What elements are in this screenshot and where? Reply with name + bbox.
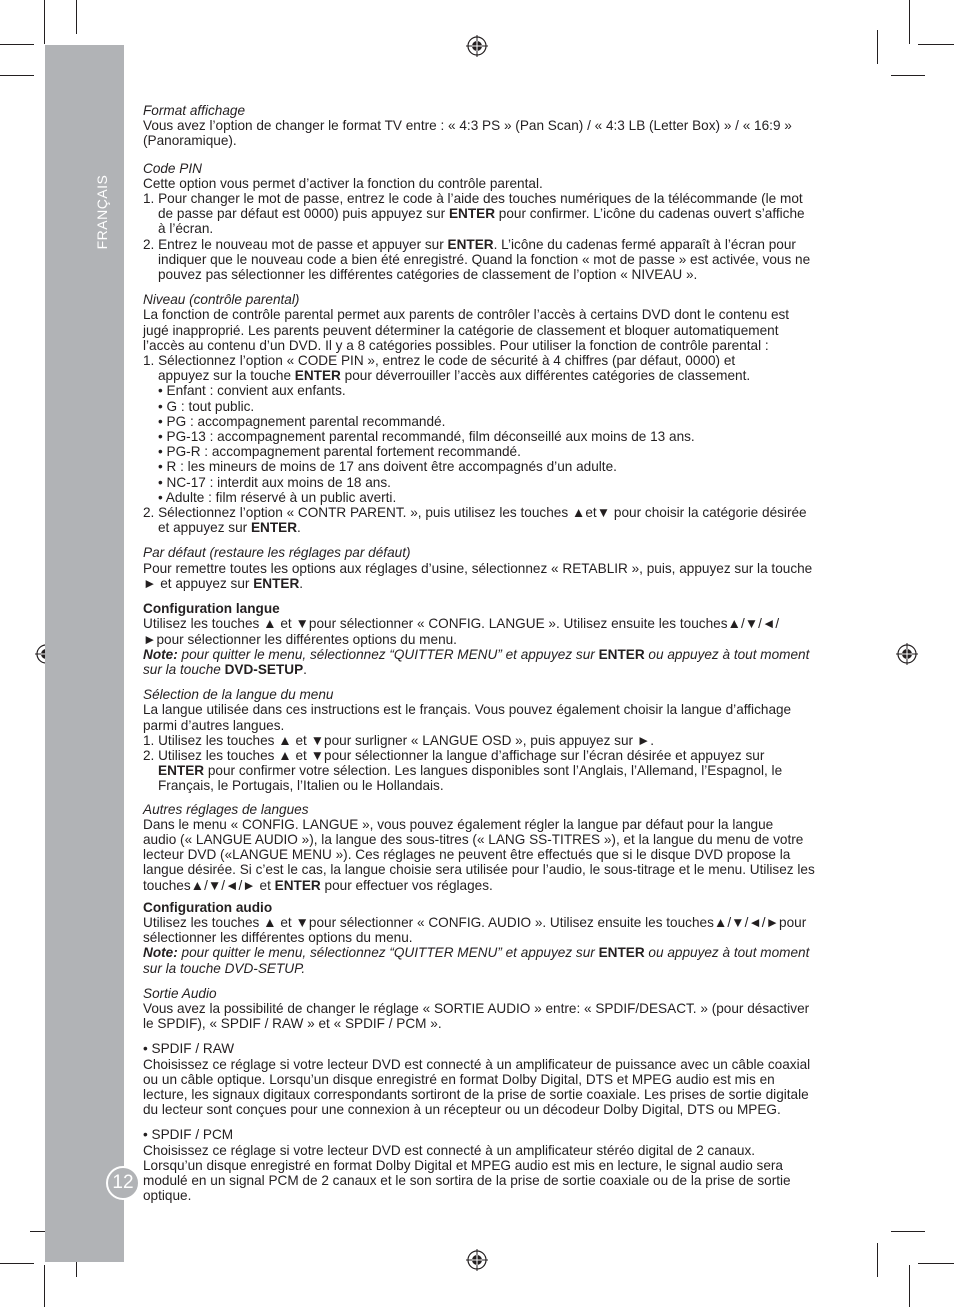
- list-item-cont: appuyez sur la touche ENTER pour déverrouiller l’accès aux différentes catégories de classement.: [158, 368, 751, 384]
- sidebar: [45, 45, 124, 1262]
- section-title: Code PIN: [143, 160, 202, 176]
- section-title: • SPDIF / RAW: [143, 1041, 235, 1057]
- paragraph-line: modulé en un signal PCM de 2 canaux et le son sortira de la prise de sortie coaxiale ou de la prise de sortie: [143, 1173, 791, 1188]
- note-line: sur la touche DVD-SETUP.: [143, 960, 306, 976]
- section-title: Configuration langue: [143, 601, 280, 617]
- section-spdif-raw: [143, 1041, 843, 1117]
- note-line: Note: pour quitter le menu, sélectionnez “QUITTER MENU” et appuyez sur ENTER ou appuyez à tout moment: [143, 646, 810, 662]
- section-title: Par défaut (restaure les réglages par défaut): [143, 545, 411, 561]
- list-item-cont: indiquer que le nouveau code a bien été enregistré. Quand la fonction « mot de passe » est activée, vous ne: [158, 251, 811, 267]
- section-title: Sortie Audio: [143, 985, 217, 1001]
- crop-mark: [0, 75, 34, 76]
- paragraph-line: langue désirée. Si c’est le cas, la langue choisie sera utilisée pour l’audio, le sous-titrage et le menu. Utilisez les: [143, 862, 815, 878]
- language-tab-label: FRANÇAIS: [94, 174, 110, 250]
- paragraph-line: Dans le menu « CONFIG. LANGUE », vous pouvez également régler la langue par défaut pour la langue: [143, 816, 774, 832]
- document-body: [143, 103, 843, 1203]
- list-item: 2. Utilisez les touches ▲ et ▼pour sélectionner la langue d’affichage sur l’écran désirée et appuyez sur: [143, 747, 765, 763]
- paragraph-line: Lorsqu’un disque enregistré en format Dolby Digital et MPEG audio est mis en lecture, le signal audio sera: [143, 1157, 783, 1173]
- section-title: • SPDIF / PCM: [143, 1127, 234, 1143]
- paragraph-line: sélectionner les différentes options du menu.: [143, 930, 413, 946]
- paragraph-line: Choisissez ce réglage si votre lecteur DVD est connecté à un amplificateur stéréo digital de 2 canaux.: [143, 1142, 756, 1158]
- section-format: [143, 103, 843, 149]
- paragraph-line: Utilisez les touches ▲ et ▼pour sélectionner « CONFIG. LANGUE ». Utilisez ensuite les touches▲/▼/◄/: [143, 616, 780, 632]
- rating-bullet: • NC-17 : interdit aux moins de 18 ans.: [158, 474, 391, 490]
- paragraph-line: le SPDIF), « SPDIF / RAW » et « SPDIF / PCM ».: [143, 1016, 442, 1032]
- crop-mark: [909, 0, 910, 44]
- section-title: Sélection de la langue du menu: [143, 687, 334, 703]
- section-niveau: [143, 292, 843, 535]
- language-tab: [94, 174, 110, 250]
- paragraph-line: touches▲/▼/◄/► et ENTER pour effectuer vos réglages.: [143, 877, 493, 893]
- paragraph-line: optique.: [143, 1188, 192, 1204]
- page-number: 12: [106, 1166, 140, 1200]
- list-item: 2. Entrez le nouveau mot de passe et appuyer sur ENTER. L’icône du cadenas fermé apparaît à l’écran pour: [143, 236, 796, 252]
- section-sortie: [143, 986, 843, 1032]
- crop-mark: [44, 1265, 45, 1307]
- section-spdif-pcm: [143, 1127, 843, 1203]
- paragraph-line: du lecteur sont conçues pour une connexion à un récepteur ou un décodeur Dolby Digital, DTS ou MPEG.: [143, 1102, 781, 1118]
- crop-mark: [891, 75, 925, 76]
- paragraph-line: lecture, les signaux digitaux correspondants sortiront de la prise de sortie coaxiale. Les prises de sortie digitale: [143, 1086, 809, 1102]
- list-item-cont: pouvez pas sélectionner les différentes catégories de classement de l’option « NIVEAU ».: [158, 267, 698, 283]
- rating-bullet: • PG-R : accompagnement parental fortement recommandé.: [158, 444, 521, 460]
- note-line: sur la touche DVD-SETUP.: [143, 661, 307, 677]
- paragraph-line: Choisissez ce réglage si votre lecteur DVD est connecté à un amplificateur de puissance avec un câble coaxial: [143, 1056, 811, 1072]
- crop-mark: [877, 1243, 878, 1277]
- section-title: Configuration audio: [143, 899, 273, 915]
- registration-mark-icon: [466, 1249, 488, 1271]
- list-item: 2. Sélectionnez l’option « CONTR PARENT. », puis utilisez les touches ▲et▼ pour choisir la catégorie désirée: [143, 505, 807, 521]
- paragraph: Cette option vous permet d’activer la fonction du contrôle parental.: [143, 175, 543, 191]
- note-line: Note: pour quitter le menu, sélectionnez “QUITTER MENU” et appuyez sur ENTER ou appuyez à tout moment: [143, 945, 810, 961]
- registration-mark-icon: [466, 35, 488, 57]
- list-item-cont: à l’écran.: [158, 221, 214, 237]
- section-title: Format affichage: [143, 103, 245, 118]
- paragraph-line: l’accès au contenu d’un DVD. Il y a 8 catégories possibles. Pour utiliser la fonction de contrôle parental :: [143, 337, 769, 353]
- paragraph-line: La fonction de contrôle parental permet aux parents de contrôler l’accès à certains DVD dont le contenu est: [143, 307, 790, 323]
- rating-bullet: • PG-13 : accompagnement parental recommandé, film déconseillé aux moins de 13 ans.: [158, 429, 695, 445]
- paragraph-line: parmi d’autres langues.: [143, 717, 285, 733]
- section-config-audio: [143, 900, 843, 976]
- paragraph-line: La langue utilisée dans ces instructions est le français. Vous pouvez également choisir la langue d’affichage: [143, 702, 792, 718]
- rating-bullet: • Adulte : film réservé à un public averti.: [158, 489, 397, 505]
- section-defaut: [143, 545, 843, 591]
- paragraph-line: Vous avez la possibilité de changer le réglage « SORTIE AUDIO » entre: « SPDIF/DESACT. » (pour désactiver: [143, 1000, 810, 1016]
- paragraph-line: ou un câble optique. Lorsqu’un disque enregistré en format Dolby Digital, DTS et MPEG audio est mis en: [143, 1071, 775, 1087]
- paragraph-line: lecteur DVD («LANGUE MENU »). Ces réglages ne peuvent être effectués que si le disque DVD propose la: [143, 847, 791, 863]
- rating-bullet: • PG : accompagnement parental recommandé.: [158, 413, 446, 429]
- crop-mark: [877, 30, 878, 64]
- paragraph-line: ► et appuyez sur ENTER.: [143, 575, 304, 591]
- paragraph-line: ►pour sélectionner les différentes options du menu.: [143, 631, 457, 647]
- crop-mark: [909, 1265, 910, 1307]
- crop-mark: [76, 0, 77, 34]
- section-config-langue: [143, 601, 843, 677]
- list-item-cont: de passe par défaut est 0000) puis appuyez sur ENTER pour confirmer. L’icône du cadenas ouvert s’affiche: [158, 206, 805, 222]
- paragraph-line: audio (« LANGUE AUDIO »), la langue des sous-titres (« LANG SS-TITRES »), et la langue du menu de votre: [143, 831, 804, 847]
- rating-bullet: • Enfant : convient aux enfants.: [158, 383, 346, 399]
- section-autres: [143, 802, 843, 893]
- section-langue-menu: [143, 687, 843, 793]
- list-item: 1. Sélectionnez l’option « CODE PIN », entrez le code de sécurité à 4 chiffres (par défaut, 0000) et: [143, 353, 736, 369]
- list-item: 1. Pour changer le mot de passe, entrez le code à l’aide des touches numériques de la télécommande (le mot: [143, 191, 803, 207]
- rating-bullet: • R : les mineurs de moins de 17 ans doivent être accompagnés d’un adulte.: [158, 459, 617, 475]
- crop-mark: [918, 1263, 954, 1264]
- crop-mark: [44, 0, 45, 44]
- paragraph-line: jugé inapproprié. Les parents peuvent déterminer la catégorie de classement et bloquer automatiquement: [143, 322, 779, 338]
- crop-mark: [0, 44, 34, 45]
- list-item-cont: ENTER pour confirmer votre sélection. Les langues disponibles sont l’Anglais, l’Allemand, l’Espagnol, le: [158, 763, 783, 779]
- paragraph: Vous avez l’option de changer le format TV entre : « 4:3 PS » (Pan Scan) / « 4:3 LB (Letter Box) » / « 16:9 » (Panoramique).: [143, 118, 792, 149]
- registration-mark-icon: [896, 643, 918, 665]
- crop-mark: [0, 1263, 34, 1264]
- crop-mark: [891, 1231, 925, 1232]
- paragraph-line: Utilisez les touches ▲ et ▼pour sélectionner « CONFIG. AUDIO ». Utilisez ensuite les touches▲/▼/◄/►pour: [143, 914, 807, 930]
- section-title: Niveau (contrôle parental): [143, 292, 300, 308]
- list-item: 1. Utilisez les touches ▲ et ▼pour surligner « LANGUE OSD », puis appuyez sur ►.: [143, 732, 655, 748]
- section-title: Autres réglages de langues: [143, 801, 309, 817]
- section-code-pin: [143, 161, 843, 283]
- list-item-cont: Français, le Portugais, l’Italien ou le Hollandais.: [158, 778, 444, 794]
- rating-bullet: • G : tout public.: [158, 398, 255, 414]
- list-item-cont: et appuyez sur ENTER.: [158, 520, 301, 536]
- crop-mark: [918, 44, 954, 45]
- paragraph-line: Pour remettre toutes les options aux réglages d’usine, sélectionnez « RETABLIR », puis, appuyez sur la touche: [143, 560, 813, 576]
